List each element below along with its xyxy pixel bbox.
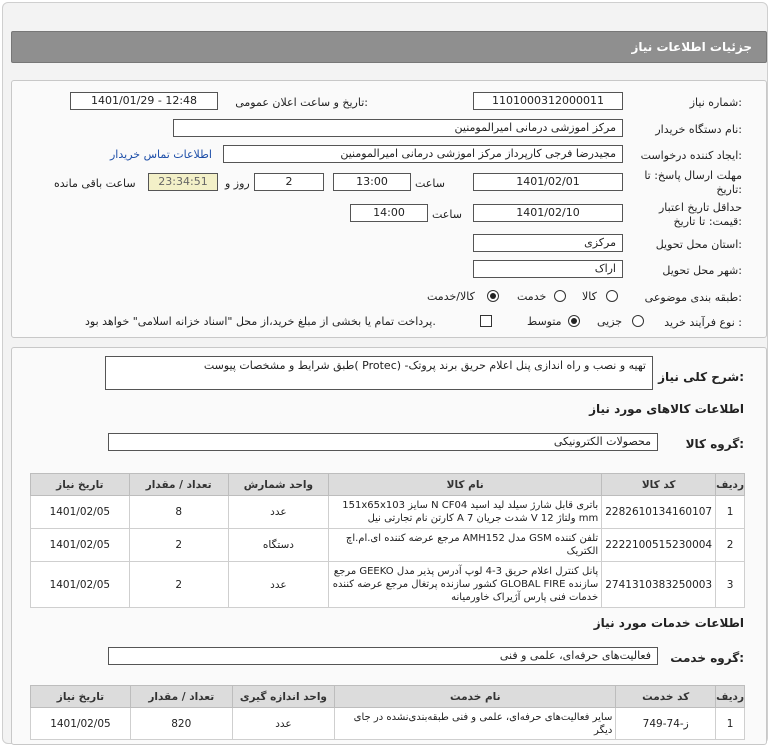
process-option-minor: جزیی xyxy=(597,315,623,328)
col-date: تاریخ نیاز xyxy=(31,474,130,496)
col-code: کد خدمت xyxy=(616,686,716,708)
city-label: شهر محل تحویل: xyxy=(662,264,742,277)
goods-section-title: اطلاعات کالاهای مورد نیاز xyxy=(589,402,744,416)
services-group-field: فعالیت‌های حرفه‌ای، علمی و فنی xyxy=(108,647,658,665)
validity-label-date: قیمت: تا تاریخ: xyxy=(673,215,742,228)
remaining-label: ساعت باقی مانده xyxy=(54,177,136,190)
process-radio-medium[interactable] xyxy=(568,315,580,327)
days-field: 2 xyxy=(254,173,324,191)
buyer-contact-link[interactable]: اطلاعات تماس خریدار xyxy=(110,148,212,161)
cell-date: 1401/02/05 xyxy=(31,708,131,740)
requester-field: مجیدرضا فرجی کارپرداز مرکز اموزشی درمانی امیرالمومنین xyxy=(223,145,623,163)
col-name: نام خدمت xyxy=(335,686,616,708)
requester-label: ایجاد کننده درخواست: xyxy=(640,149,742,162)
cell-qty: 820 xyxy=(130,708,232,740)
goods-group-field: محصولات الکترونیکی xyxy=(108,433,658,451)
validity-time-field: 14:00 xyxy=(350,204,428,222)
city-field: اراک xyxy=(473,260,623,278)
cell-name: پانل کنترل اعلام حریق 3-4 لوپ آدرس پذیر مدل GEEKO مرجع سازنده GLOBAL FIRE کشور سازنده پرتغال مرجع عرضه کننده خدمات فنی پارس آژیراک خاورمیانه xyxy=(329,562,602,608)
goods-table xyxy=(30,473,745,608)
cell-row: 1 xyxy=(716,708,745,740)
buyer-field: مرکز اموزشی درمانی امیرالمومنین xyxy=(173,119,623,137)
col-qty: تعداد / مقدار xyxy=(129,474,228,496)
cell-unit: عدد xyxy=(228,496,328,529)
col-name: نام کالا xyxy=(329,474,602,496)
deadline-time-label: ساعت xyxy=(415,177,445,190)
services-table-header xyxy=(31,686,745,708)
cell-code: 2222100515230004 xyxy=(602,529,716,562)
category-option-goods-service: کالا/خدمت xyxy=(427,290,475,303)
table-row xyxy=(31,529,745,562)
process-label: نوع فرآیند خرید : xyxy=(664,316,742,329)
province-field: مرکزی xyxy=(473,234,623,252)
remaining-time-field: 23:34:51 xyxy=(148,173,218,191)
table-row xyxy=(31,496,745,529)
deadline-label: مهلت ارسال پاسخ: تا xyxy=(644,169,742,182)
cell-date: 1401/02/05 xyxy=(31,496,130,529)
services-section-title: اطلاعات خدمات مورد نیاز xyxy=(593,616,744,630)
category-option-goods: کالا xyxy=(582,290,597,303)
table-row xyxy=(31,562,745,608)
table-row xyxy=(31,708,745,740)
col-unit: واحد اندازه گیری xyxy=(232,686,335,708)
category-radio-goods[interactable] xyxy=(606,290,618,302)
days-label: روز و xyxy=(225,177,250,190)
need-number-label: شماره نیاز: xyxy=(689,96,742,109)
category-radio-service[interactable] xyxy=(554,290,566,302)
category-option-service: خدمت xyxy=(517,290,547,303)
deadline-date-field: 1401/02/01 xyxy=(473,173,623,191)
cell-code: ز-74-749 xyxy=(616,708,716,740)
page-title: جزئیات اطلاعات نیاز xyxy=(631,40,752,54)
col-row: ردیف xyxy=(716,474,745,496)
treasury-note: پرداخت تمام یا بخشی از مبلغ خرید،از محل "اسناد خزانه اسلامی" خواهد بود. xyxy=(85,315,436,328)
services-group-label: گروه خدمت: xyxy=(670,651,744,665)
cell-name: باتری قابل شارژ سیلد لید اسید N CF04 سایز 151x65x103 mm ولتاژ 12 V شدت جریان 7 A کارتن نام تجارتی نیل xyxy=(329,496,602,529)
category-label: طبقه بندی موضوعی: xyxy=(644,291,742,304)
validity-time-label: ساعت xyxy=(432,208,462,221)
cell-date: 1401/02/05 xyxy=(31,562,130,608)
cell-qty: 2 xyxy=(129,529,228,562)
deadline-time-field: 13:00 xyxy=(333,173,411,191)
cell-qty: 8 xyxy=(129,496,228,529)
col-unit: واحد شمارش xyxy=(228,474,328,496)
cell-unit: عدد xyxy=(232,708,335,740)
page-header xyxy=(11,31,767,63)
summary-field: تهیه و نصب و راه اندازی پنل اعلام حریق برند پروتک- (Protec )طبق شرایط و مشخصات پیوست xyxy=(105,356,653,390)
cell-name: سایر فعالیت‌های حرفه‌ای، علمی و فنی طبقه‌بندی‌نشده در جای دیگر xyxy=(335,708,616,740)
goods-group-label: گروه کالا: xyxy=(685,437,744,451)
cell-name: تلفن کننده GSM مدل AMH152 مرجع عرضه کننده ای.ام.اچ الکتریک xyxy=(329,529,602,562)
cell-row: 3 xyxy=(716,562,745,608)
cell-row: 1 xyxy=(716,496,745,529)
announce-field: 1401/01/29 - 12:48 xyxy=(70,92,218,110)
cell-qty: 2 xyxy=(129,562,228,608)
cell-date: 1401/02/05 xyxy=(31,529,130,562)
validity-label: حداقل تاریخ اعتبار xyxy=(658,201,742,214)
need-number-field: 1101000312000011 xyxy=(473,92,623,110)
summary-label: شرح کلی نیاز: xyxy=(658,370,744,384)
col-row: ردیف xyxy=(716,686,745,708)
validity-date-field: 1401/02/10 xyxy=(473,204,623,222)
category-radio-goods-service[interactable] xyxy=(487,290,499,302)
process-option-medium: متوسط xyxy=(527,315,562,328)
deadline-label-date: تاریخ: xyxy=(716,183,742,196)
col-qty: تعداد / مقدار xyxy=(130,686,232,708)
cell-row: 2 xyxy=(716,529,745,562)
cell-code: 2741310383250003 xyxy=(602,562,716,608)
col-date: تاریخ نیاز xyxy=(31,686,131,708)
buyer-label: نام دستگاه خریدار: xyxy=(655,123,742,136)
cell-unit: عدد xyxy=(228,562,328,608)
announce-label: تاریخ و ساعت اعلان عمومی: xyxy=(235,96,368,109)
col-code: کد کالا xyxy=(602,474,716,496)
province-label: استان محل تحویل: xyxy=(655,238,742,251)
cell-code: 2282610134160107 xyxy=(602,496,716,529)
process-radio-minor[interactable] xyxy=(632,315,644,327)
services-table xyxy=(30,685,745,740)
cell-unit: دستگاه xyxy=(228,529,328,562)
treasury-checkbox[interactable] xyxy=(480,315,492,327)
goods-table-header xyxy=(31,474,745,496)
